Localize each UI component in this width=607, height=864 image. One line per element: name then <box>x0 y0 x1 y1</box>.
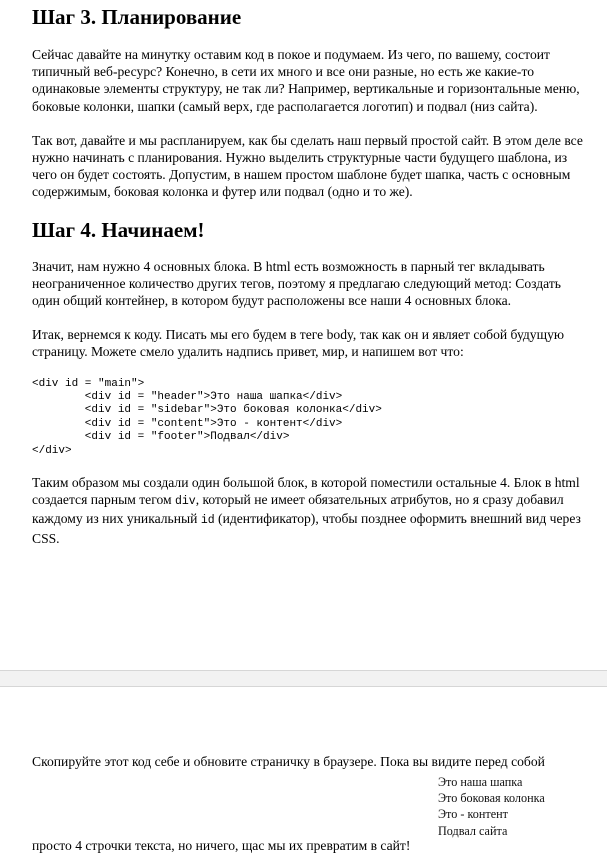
inline-code-div: div <box>175 495 196 509</box>
step4-paragraph-1: Значит, нам нужно 4 основных блока. В html есть возможность в парный тег вкладывать неограниченное количество других тегов, поэтому я предлагаю следующий метод: Создать один общий контейнер, в котором будут расположены все наши 4 основных блока. <box>32 258 561 309</box>
para3-text-middle: , который не имеет обязательных атрибутов, но я сразу добавил каждому из них уникальный <box>32 492 564 527</box>
step4-paragraph-2: Итак, вернемся к коду. Писать мы его будем в теге body, так как он и являет собой будущую страницу. Можете смело удалить надпись привет, мир, и напишем вот что: <box>32 327 565 360</box>
demo-header-text: Это наша шапка <box>438 775 523 789</box>
section-divider <box>0 670 607 687</box>
inline-code-id: id <box>200 514 215 528</box>
demo-output-block <box>438 774 545 839</box>
article-content <box>0 5 607 547</box>
demo-sidebar-text: Это боковая колонка <box>438 791 545 806</box>
demo-footer-text: Подвал сайта <box>438 823 508 838</box>
step3-heading: Шаг 3. Планирование <box>32 5 242 29</box>
para3-text-start: Таким образом мы создали один большой блок, в которой поместили остальные 4. Блок в html создается парным тегом <box>32 475 580 508</box>
code-block: <div id = "main"> <div id = "header">Это наша шапка</div> <div id = "sidebar">Это боковая колонка</div> <div id = "content">Это - контент</div> <div id = "footer">Подвал</div> </div> <box>32 377 382 457</box>
step4-heading: Шаг 4. Начинаем! <box>32 217 205 242</box>
bottom-text-line-1: Скопируйте этот код себе и обновите страничку в браузере. Пока вы видите перед собой <box>32 754 545 769</box>
bottom-text-line-2: просто 4 строчки текста, но ничего, щас мы их превратим в сайт! <box>32 838 411 853</box>
demo-content-text: Это - контент <box>438 807 508 822</box>
para3-text-end: (идентификатор), чтобы позднее оформить внешний вид через CSS. <box>32 511 581 546</box>
step3-paragraph-2: Так вот, давайте и мы распланируем, как бы сделать наш первый простой сайт. В этом деле все нужно начинать с планирования. Нужно выделить структурные части будущего шаблона, из чего он будет состоять. Допустим, в нашем простом шаблоне будет шапка, часть с основным содержимым, боковая колонка и футер или подвал (одно и то же). <box>32 132 583 200</box>
step4-paragraph-3 <box>32 474 585 547</box>
step3-paragraph-1: Сейчас давайте на минутку оставим код в покое и подумаем. Из чего, по вашему, состоит типичный веб-ресурс? Конечно, в сети их много и все они разные, но есть же какие-то одинаковые элементы структуру, не так ли? Например, вертикальные и горизонтальные меню, боковые колонки, шапки (самый верх, где располагается логотип) и подвал (низ сайта). <box>32 47 580 114</box>
